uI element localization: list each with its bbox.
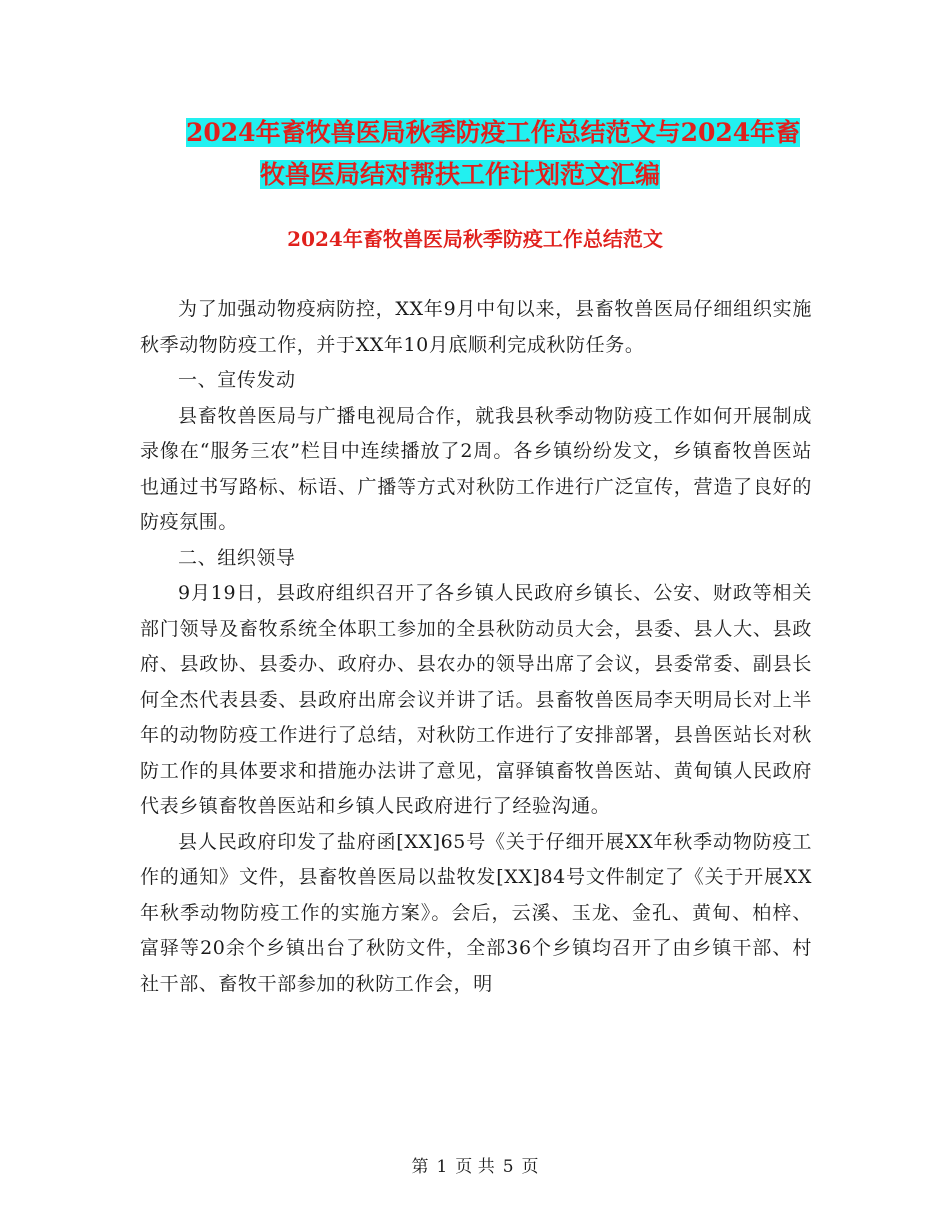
page-suffix: 页 <box>521 1157 539 1177</box>
page-middle: 页 共 <box>455 1157 495 1177</box>
paragraph-meeting: 9月19日，县政府组织召开了各乡镇人民政府乡镇长、公安、财政等相关部门领导及畜牧系统全体职工参加的全县秋防动员大会，县委、县人大、县政府、县政协、县委办、政府办、县农办的领导出席了会议，县委常委、副县长何全杰代表县委、县政府出席会议并讲了话。县畜牧兽医局李天明局长对上半年的动物防疫工作进行了总结，对秋防工作进行了安排部署，县兽医站长对秋防工作的具体要求和措施办法讲了意见，富驿镇畜牧兽医站、黄甸镇人民政府代表乡镇畜牧兽医站和乡镇人民政府进行了经验沟通。 <box>140 582 812 817</box>
page-total: 5 <box>502 1157 514 1177</box>
page-footer <box>0 1152 950 1177</box>
heading-organization: 二、组织领导 <box>178 546 296 569</box>
document-title-line-1 <box>140 112 820 154</box>
page-number: 1 <box>436 1157 448 1177</box>
section-title: 2024年畜牧兽医局秋季防疫工作总结范文 <box>287 227 663 251</box>
document-title-line-2 <box>140 154 820 196</box>
page-prefix: 第 <box>411 1157 429 1177</box>
heading-publicity: 一、宣传发动 <box>178 369 296 391</box>
title-highlight: 牧兽医局结对帮扶工作计划范文汇编 <box>260 160 661 189</box>
document-title <box>140 112 820 196</box>
paragraph-documents: 县人民政府印发了盐府函[XX]65号《关于仔细开展XX年秋季动物防疫工作的通知》文件，县畜牧兽医局以盐牧发[XX]84号文件制定了《关于开展XX年秋季动物防疫工作的实施方案》。会后，云溪、玉龙、金孔、黄甸、柏梓、富驿等20余个乡镇出台了秋防文件，全部36个乡镇均召开了由乡镇干部、村社干部、畜牧干部参加的秋防工作会，明 <box>140 830 812 995</box>
paragraph-intro: 为了加强动物疫病防控，XX年9月中旬以来，县畜牧兽医局仔细组织实施秋季动物防疫工作，并于XX年10月底顺利完成秋防任务。 <box>140 298 812 356</box>
paragraph-publicity: 县畜牧兽医局与广播电视局合作，就我县秋季动物防疫工作如何开展制成录像在“服务三农”栏目中连续播放了2周。各乡镇纷纷发文，乡镇畜牧兽医站也通过书写路标、标语、广播等方式对秋防工作进行广泛宣传，营造了良好的防疫氛围。 <box>140 404 812 533</box>
title-highlight: 2024年畜牧兽医局秋季防疫工作总结范文与2024年畜 <box>186 118 801 147</box>
document-body <box>140 292 812 1002</box>
